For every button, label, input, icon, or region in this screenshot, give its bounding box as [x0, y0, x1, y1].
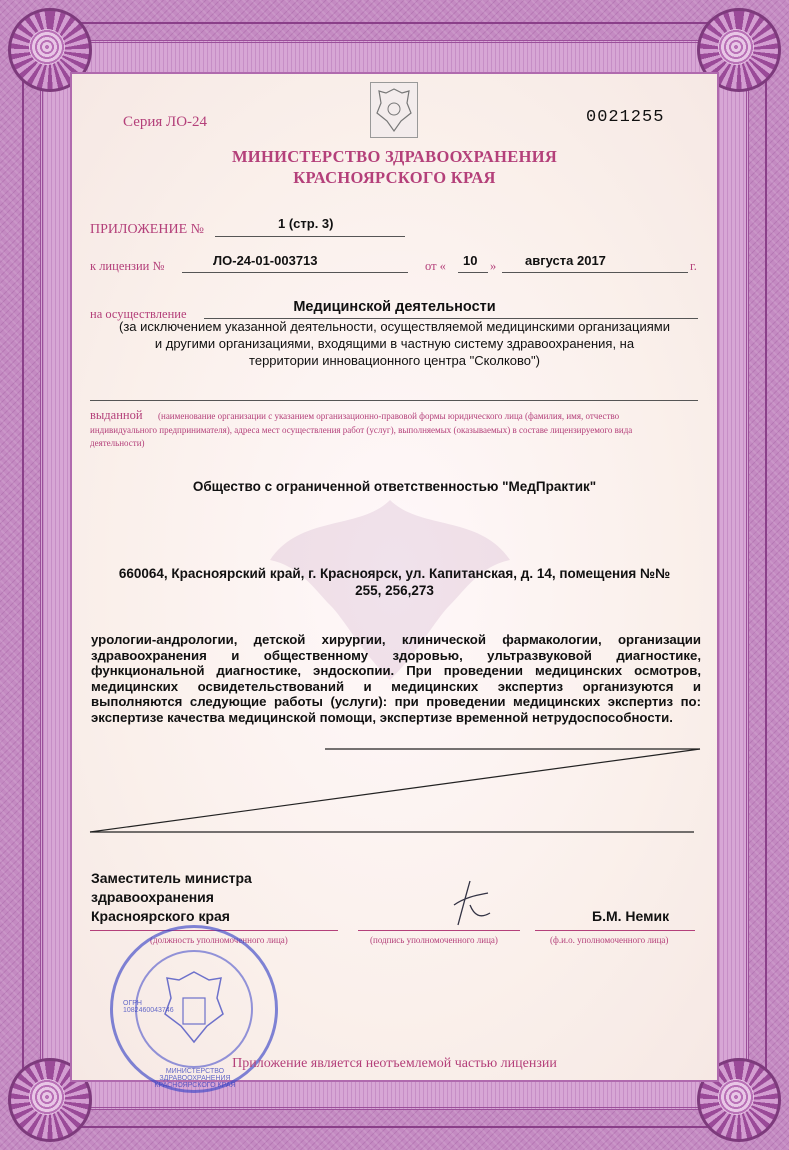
activity-label: на осуществление [90, 307, 187, 321]
activity-desc-line2: и другими организациями, входящими в частную систему здравоохранения, на [154, 336, 635, 351]
issued-hint-line3: деятельности) [90, 438, 145, 448]
series-label: Серия ЛО-24 [123, 114, 208, 130]
issued-hint-line1: (наименование организации с указанием организационно-правовой формы юридического лица (фамилия, имя, отчество [158, 411, 620, 421]
license-label: к лицензии № [90, 259, 165, 273]
signer-position-line3: Красноярского края [91, 908, 230, 924]
organization-name: Общество с ограниченной ответственностью "МедПрактик" [192, 479, 597, 494]
name-underline [535, 930, 695, 931]
issued-hint-line2: индивидуального предпринимателя), адреса мест осуществления работ (услуг), выполняемых (оказываемых) в составе лицензируемого вида [90, 425, 633, 435]
works-list-text: урологии-андрологии, детской хирургии, клинической фармакологии, организации здравоохранения и общественному здоровью, ультразвуковой диагностике, функциональной диагностике, эндоскопии. При проведении медицинских осмотров, медицинских освидетельствований и медицинских экспертиз организуются и выполняются следующие работы (услуги): при проведении медицинских экспертиз по: экспертизе качества медицинской помощи, экспертизе временной нетрудоспособности. [91, 632, 701, 725]
address-line2: 255, 256,273 [355, 583, 434, 598]
appendix-label: ПРИЛОЖЕНИЕ № [90, 222, 204, 237]
license-day: 10 [463, 253, 478, 268]
activity-title: Медицинской деятельности [293, 299, 496, 315]
form-number: 0021255 [586, 108, 665, 127]
date-from-label: от « [425, 259, 446, 273]
signer-position-line1: Заместитель министра [91, 870, 252, 886]
handwritten-signature-icon [440, 875, 500, 930]
seal-ogrn: ОГРН 1082460043746 [123, 1000, 174, 1014]
name-hint: (ф.и.о. уполномоченного лица) [550, 935, 669, 945]
license-number: ЛО-24-01-003713 [213, 253, 318, 268]
activity-desc-line1: (за исключением указанной деятельности, осуществляемой медицинскими организациями [119, 319, 670, 334]
address-line1: 660064, Красноярский край, г. Красноярск, ул. Капитанская, д. 14, помещения №№ [118, 566, 671, 581]
ministry-title-line1: МИНИСТЕРСТВО ЗДРАВООХРАНЕНИЯ [231, 147, 558, 166]
footer-note: Приложение является неотъемлемой частью лицензии [232, 1056, 557, 1071]
signer-position-line2: здравоохранения [91, 889, 214, 905]
appendix-value: 1 (стр. 3) [278, 216, 334, 231]
year-suffix: г. [690, 259, 697, 273]
ministry-title-line2: КРАСНОЯРСКОГО КРАЯ [293, 168, 496, 187]
position-hint: (должность уполномоченного лица) [150, 935, 288, 945]
activity-desc-line3: территории инновационного центра "Сколково") [249, 353, 540, 368]
seal-ring-text: МИНИСТЕРСТВО ЗДРАВООХРАНЕНИЯ КРАСНОЯРСКОГО КРАЯ [154, 1068, 236, 1089]
issued-label: выданной [90, 408, 143, 422]
signature-hint: (подпись уполномоченного лица) [370, 935, 498, 945]
date-close-quote: » [490, 259, 497, 273]
signer-name: Б.М. Немик [592, 908, 670, 924]
license-month-year: августа 2017 [525, 253, 606, 268]
signature-underline [358, 930, 520, 931]
